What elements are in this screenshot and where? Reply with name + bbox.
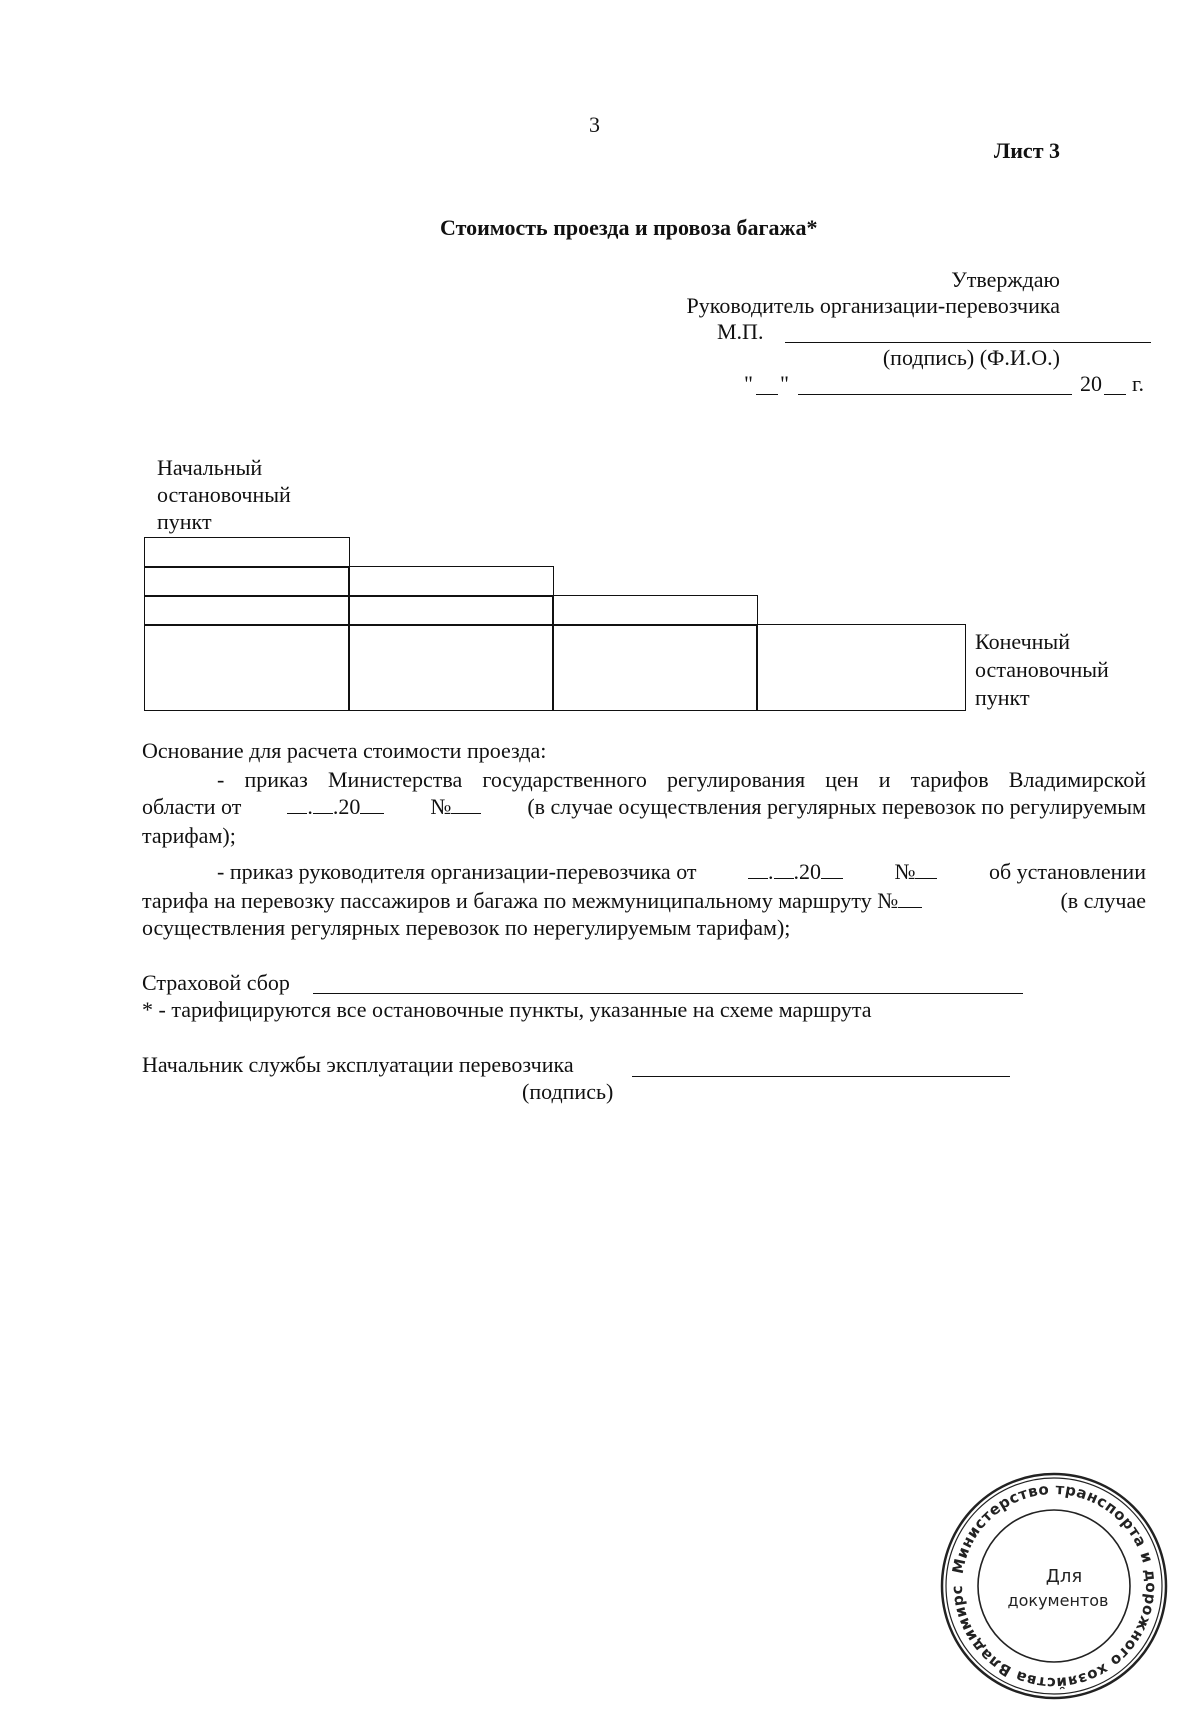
start-stop-label-2: остановочный [157, 482, 291, 507]
basis-item2-route-text: тарифа на перевозку пассажиров и багажа по межмуниципальному маршруту № [142, 888, 899, 913]
approval-stamp-place: М.П. [717, 319, 764, 344]
chief-label: Начальник службы эксплуатации перевозчика [142, 1052, 574, 1077]
svg-text:Министерство транспорта и доро: Министерство транспорта и дорожного хозяйства Владимирс [947, 1479, 1161, 1693]
basis-item2-number [894, 859, 937, 885]
page-number: 3 [589, 112, 600, 137]
blank-year [821, 860, 843, 879]
basis-item1-date: . .20 [287, 794, 384, 820]
fare-cell [144, 537, 350, 568]
basis-item2-date: . .20 [748, 859, 843, 885]
end-stop-label-3: пункт [975, 685, 1030, 710]
blank-route-number [898, 889, 922, 908]
insurance-line [313, 993, 1023, 994]
svg-text:документов: документов [1007, 1591, 1109, 1610]
basis-item1-year-prefix: .20 [332, 794, 361, 819]
blank-month [774, 860, 794, 879]
official-stamp [938, 1470, 1170, 1702]
approval-year-prefix: 20 [1080, 371, 1102, 396]
basis-item1-date-prefix: области от [142, 794, 242, 819]
approval-head: Руководитель организации-перевозчика [686, 293, 1060, 318]
fare-cell [348, 566, 554, 597]
approval-day-line [756, 394, 778, 395]
basis-item2-year-prefix: .20 [793, 859, 821, 884]
start-stop-label-1: Начальный [157, 455, 263, 480]
basis-item1-number [430, 794, 481, 820]
basis-item2-route [142, 888, 922, 914]
chief-signature-line [632, 1076, 1010, 1077]
fare-cell [552, 624, 758, 711]
number-sign: № [430, 794, 452, 819]
approval-year-line [1104, 394, 1126, 395]
end-stop-label-1: Конечный [975, 629, 1070, 654]
fare-cell [144, 595, 350, 626]
basis-item2-tail: об установлении [988, 859, 1146, 884]
approval-approve: Утверждаю [951, 267, 1060, 292]
fare-cell [144, 624, 350, 711]
blank-number [915, 860, 937, 879]
blank-day [287, 795, 307, 814]
fare-cell [348, 595, 554, 626]
fare-cell [552, 595, 758, 626]
blank-month [313, 795, 333, 814]
blank-day [748, 860, 768, 879]
sheet-label: Лист 3 [993, 138, 1060, 163]
basis-item2-lead: - приказ руководителя организации-перевозчика от [217, 859, 697, 884]
approval-signature-line [785, 342, 1151, 343]
end-stop-label-2: остановочный [975, 657, 1109, 682]
basis-item1-line1: - приказ Министерства государственного регулирования цен и тарифов Владимирской [217, 767, 1146, 792]
basis-item2-line1 [217, 859, 1146, 885]
basis-heading: Основание для расчета стоимости проезда: [142, 738, 547, 763]
basis-item2-route-tail: (в случае [1060, 888, 1146, 913]
blank-number [451, 795, 481, 814]
basis-item2-line2 [142, 888, 1146, 914]
basis-item1-tail: (в случае осуществления регулярных перевозок по регулируемым [527, 794, 1146, 819]
approval-signature-hint: (подпись) (Ф.И.О.) [882, 345, 1060, 370]
fare-cell [144, 566, 350, 597]
approval-date-quote-open: " [744, 371, 753, 396]
basis-item2-line3: осуществления регулярных перевозок по нерегулируемым тарифам); [142, 915, 791, 940]
basis-item1-line2 [142, 794, 1146, 820]
stamp-seal-icon [938, 1470, 1170, 1702]
insurance-label: Страховой сбор [142, 970, 290, 995]
approval-date-quote-close: " [780, 371, 789, 396]
approval-year-suffix: г. [1132, 371, 1145, 396]
fare-cell [348, 624, 554, 711]
chief-signature-hint: (подпись) [522, 1079, 614, 1104]
svg-text:Для: Для [1045, 1566, 1083, 1587]
blank-year [360, 795, 384, 814]
number-sign: № [894, 859, 916, 884]
start-stop-label-3: пункт [157, 509, 212, 534]
basis-item1-line3: тарифам); [142, 823, 236, 848]
approval-month-line [798, 394, 1072, 395]
footnote: * - тарифицируются все остановочные пункты, указанные на схеме маршрута [142, 997, 872, 1022]
document-title: Стоимость проезда и провоза багажа* [440, 215, 818, 240]
fare-cell [756, 624, 966, 711]
